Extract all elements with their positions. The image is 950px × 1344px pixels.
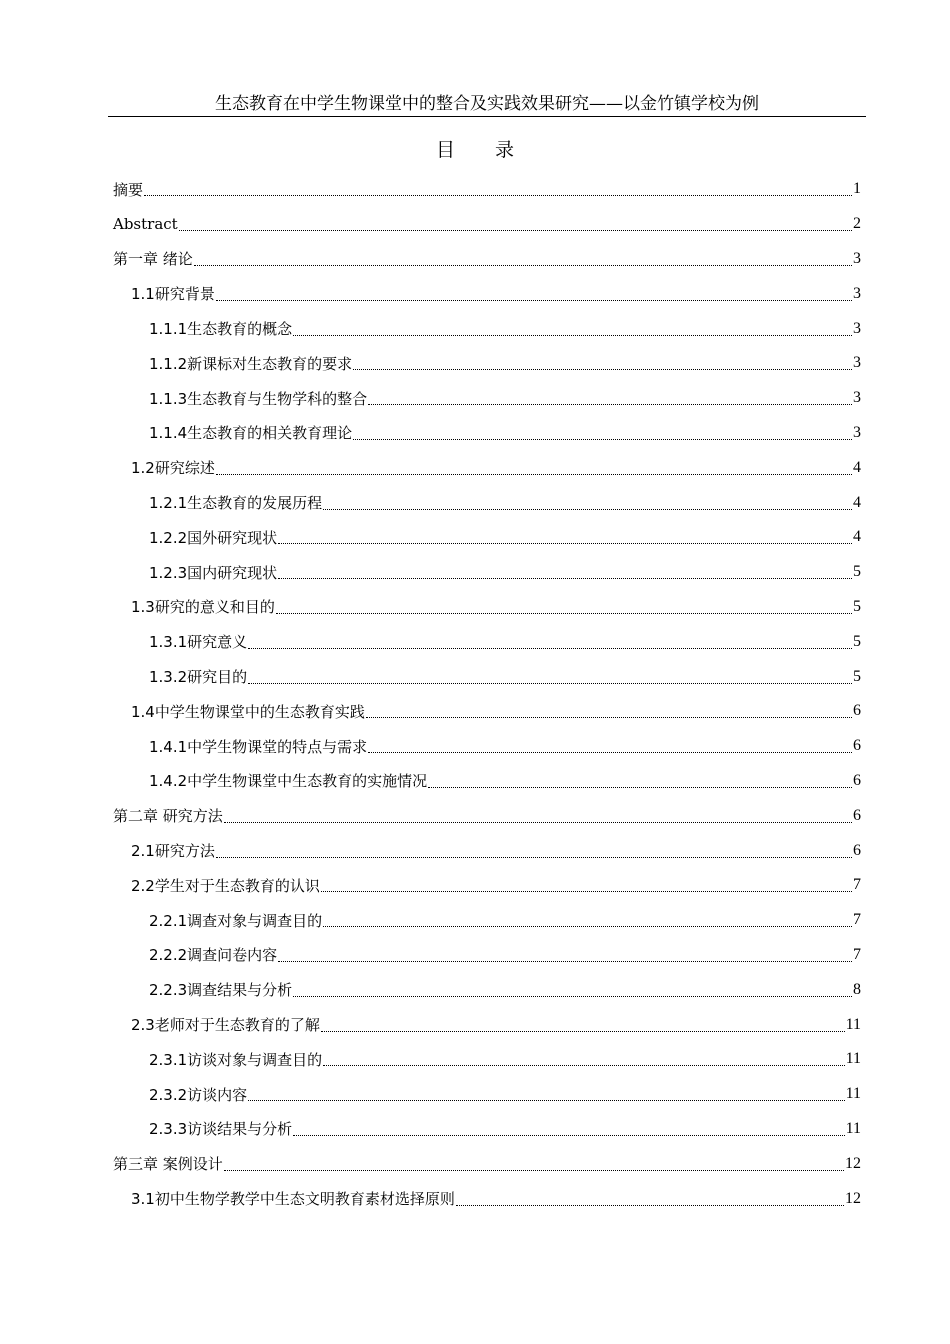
- toc-entry-label: 2.3老师对于生态教育的了解: [131, 1016, 320, 1035]
- toc-entry-page: 5: [853, 667, 861, 685]
- toc-dot-leader: [456, 1204, 844, 1206]
- toc-entry-page: 6: [853, 737, 861, 755]
- toc-entry[interactable]: [113, 311, 861, 346]
- toc-entry[interactable]: [113, 172, 861, 207]
- toc-entry[interactable]: [113, 868, 861, 903]
- toc-entry-label: 1.1.3生态教育与生物学科的整合: [149, 389, 368, 408]
- toc-entry[interactable]: [113, 416, 861, 451]
- toc-entry-page: 2: [853, 215, 861, 233]
- toc-entry[interactable]: [113, 346, 861, 381]
- toc-entry-page: 3: [853, 249, 861, 267]
- toc-entry[interactable]: [113, 590, 861, 625]
- toc-entry[interactable]: [113, 624, 861, 659]
- toc-entry-label: 1.1.1生态教育的概念: [149, 320, 293, 339]
- toc-entry-page: 6: [853, 702, 861, 720]
- toc-dot-leader: [248, 647, 852, 649]
- toc-entry-label: 1.4.1中学生物课堂的特点与需求: [149, 737, 368, 756]
- toc-entry-page: 7: [853, 945, 861, 963]
- toc-dot-leader: [368, 403, 852, 405]
- toc-entry-label: 1.3研究的意义和目的: [131, 598, 275, 617]
- toc-entry-label: 2.2学生对于生态教育的认识: [131, 876, 320, 895]
- toc-dot-leader: [248, 1099, 844, 1101]
- toc-entry-page: 12: [845, 1189, 861, 1207]
- toc-dot-leader: [179, 229, 852, 231]
- toc-entry-page: 3: [853, 389, 861, 407]
- toc-dot-leader: [216, 473, 852, 475]
- toc-entry[interactable]: [113, 450, 861, 485]
- toc-dot-leader: [293, 334, 852, 336]
- toc-dot-leader: [321, 890, 852, 892]
- toc-dot-leader: [216, 856, 852, 858]
- toc-entry-label: 1.4中学生物课堂中的生态教育实践: [131, 702, 365, 721]
- toc-entry-page: 5: [853, 632, 861, 650]
- toc-dot-leader: [428, 786, 852, 788]
- toc-entry[interactable]: [113, 694, 861, 729]
- toc-dot-leader: [216, 299, 852, 301]
- toc-entry-page: 6: [853, 806, 861, 824]
- toc-entry-label: 2.1研究方法: [131, 842, 215, 861]
- toc-entry-label: 1.2研究综述: [131, 459, 215, 478]
- toc-dot-leader: [321, 1030, 845, 1032]
- toc-entry[interactable]: [113, 242, 861, 277]
- toc-dot-leader: [323, 508, 852, 510]
- toc-entry-label: 1.3.2研究目的: [149, 668, 248, 687]
- header-rule: [108, 116, 866, 117]
- toc-entry-page: 6: [853, 841, 861, 859]
- toc-dot-leader: [353, 368, 852, 370]
- toc-entry-page: 3: [853, 354, 861, 372]
- toc-entry-label: 1.2.1生态教育的发展历程: [149, 494, 323, 513]
- toc-entry-page: 11: [845, 1015, 861, 1033]
- toc-entry-page: 1: [853, 180, 861, 198]
- toc-entry[interactable]: [113, 276, 861, 311]
- toc-entry[interactable]: [113, 764, 861, 799]
- toc-entry[interactable]: [113, 1181, 861, 1216]
- toc-entry-page: 3: [853, 319, 861, 337]
- toc-entry-page: 3: [853, 423, 861, 441]
- toc-entry-label: 2.3.3访谈结果与分析: [149, 1120, 293, 1139]
- toc-title: [0, 138, 950, 162]
- toc-entry-label: 2.3.1访谈对象与调查目的: [149, 1050, 323, 1069]
- toc-entry[interactable]: [113, 659, 861, 694]
- toc-entry[interactable]: [113, 555, 861, 590]
- toc-entry-label: 1.1研究背景: [131, 285, 215, 304]
- toc-entry-label: 2.2.2调查问卷内容: [149, 946, 278, 965]
- toc-title-right: 录: [495, 139, 515, 161]
- toc-entry-page: 12: [845, 1154, 861, 1172]
- toc-entry-page: 7: [853, 911, 861, 929]
- toc-dot-leader: [194, 264, 852, 266]
- toc-entry-page: 3: [853, 284, 861, 302]
- toc-entry-page: 8: [853, 980, 861, 998]
- toc-entry-page: 5: [853, 563, 861, 581]
- toc-dot-leader: [144, 194, 852, 196]
- running-header: 生态教育在中学生物课堂中的整合及实践效果研究——以金竹镇学校为例: [215, 94, 759, 114]
- toc-dot-leader: [278, 577, 852, 579]
- toc-dot-leader: [278, 960, 852, 962]
- toc-entry-label: 1.4.2中学生物课堂中生态教育的实施情况: [149, 772, 428, 791]
- toc-dot-leader: [366, 716, 852, 718]
- toc-entry[interactable]: [113, 1077, 861, 1112]
- toc-entry[interactable]: [113, 1146, 861, 1181]
- toc-entry-label: 第二章 研究方法: [113, 807, 223, 826]
- toc-entry-page: 11: [845, 1119, 861, 1137]
- toc-dot-leader: [224, 1169, 844, 1171]
- toc-dot-leader: [248, 682, 852, 684]
- toc-entry-label: 1.1.4生态教育的相关教育理论: [149, 424, 353, 443]
- toc-entry-page: 4: [853, 458, 861, 476]
- toc-entry-page: 4: [853, 528, 861, 546]
- toc-entry[interactable]: [113, 903, 861, 938]
- toc-entry-label: 1.3.1研究意义: [149, 633, 248, 652]
- toc-entry-label: 1.2.3国内研究现状: [149, 563, 278, 582]
- toc-dot-leader: [323, 925, 852, 927]
- toc-entry[interactable]: [113, 1007, 861, 1042]
- toc-entry[interactable]: [113, 972, 861, 1007]
- toc-dot-leader: [293, 1134, 844, 1136]
- toc-entry[interactable]: [113, 520, 861, 555]
- toc-entry-label: 摘要: [113, 180, 144, 199]
- toc-entry[interactable]: [113, 1042, 861, 1077]
- toc-entry-label: 2.2.3调查结果与分析: [149, 981, 293, 1000]
- toc-entry[interactable]: [113, 207, 861, 242]
- toc-entry-label: 1.2.2国外研究现状: [149, 528, 278, 547]
- toc-entry-page: 4: [853, 493, 861, 511]
- toc-entry[interactable]: [113, 381, 861, 416]
- toc-title-left: 目: [435, 139, 455, 161]
- toc-dot-leader: [293, 995, 852, 997]
- toc-entry-label: 第三章 案例设计: [113, 1155, 223, 1174]
- toc-entry[interactable]: [113, 938, 861, 973]
- toc-entry[interactable]: [113, 729, 861, 764]
- toc-dot-leader: [224, 821, 852, 823]
- toc-entry-label: 1.1.2新课标对生态教育的要求: [149, 354, 353, 373]
- toc-entry-page: 11: [845, 1085, 861, 1103]
- toc-entry[interactable]: [113, 798, 861, 833]
- toc-entry-label: 2.2.1调查对象与调查目的: [149, 911, 323, 930]
- toc-dot-leader: [323, 1064, 844, 1066]
- toc-dot-leader: [276, 612, 852, 614]
- toc-entry-label: Abstract: [113, 215, 178, 234]
- toc-entry[interactable]: [113, 485, 861, 520]
- toc-dot-leader: [278, 542, 852, 544]
- toc-dot-leader: [368, 751, 852, 753]
- table-of-contents: [113, 172, 861, 1216]
- toc-entry-label: 第一章 绪论: [113, 250, 193, 269]
- toc-entry[interactable]: [113, 1112, 861, 1147]
- toc-entry-label: 3.1初中生物学教学中生态文明教育素材选择原则: [131, 1190, 455, 1208]
- toc-entry-page: 6: [853, 771, 861, 789]
- toc-entry[interactable]: [113, 833, 861, 868]
- toc-entry-label: 2.3.2访谈内容: [149, 1085, 248, 1104]
- toc-entry-page: 11: [845, 1050, 861, 1068]
- toc-dot-leader: [353, 438, 852, 440]
- toc-entry-page: 7: [853, 876, 861, 894]
- toc-entry-page: 5: [853, 597, 861, 615]
